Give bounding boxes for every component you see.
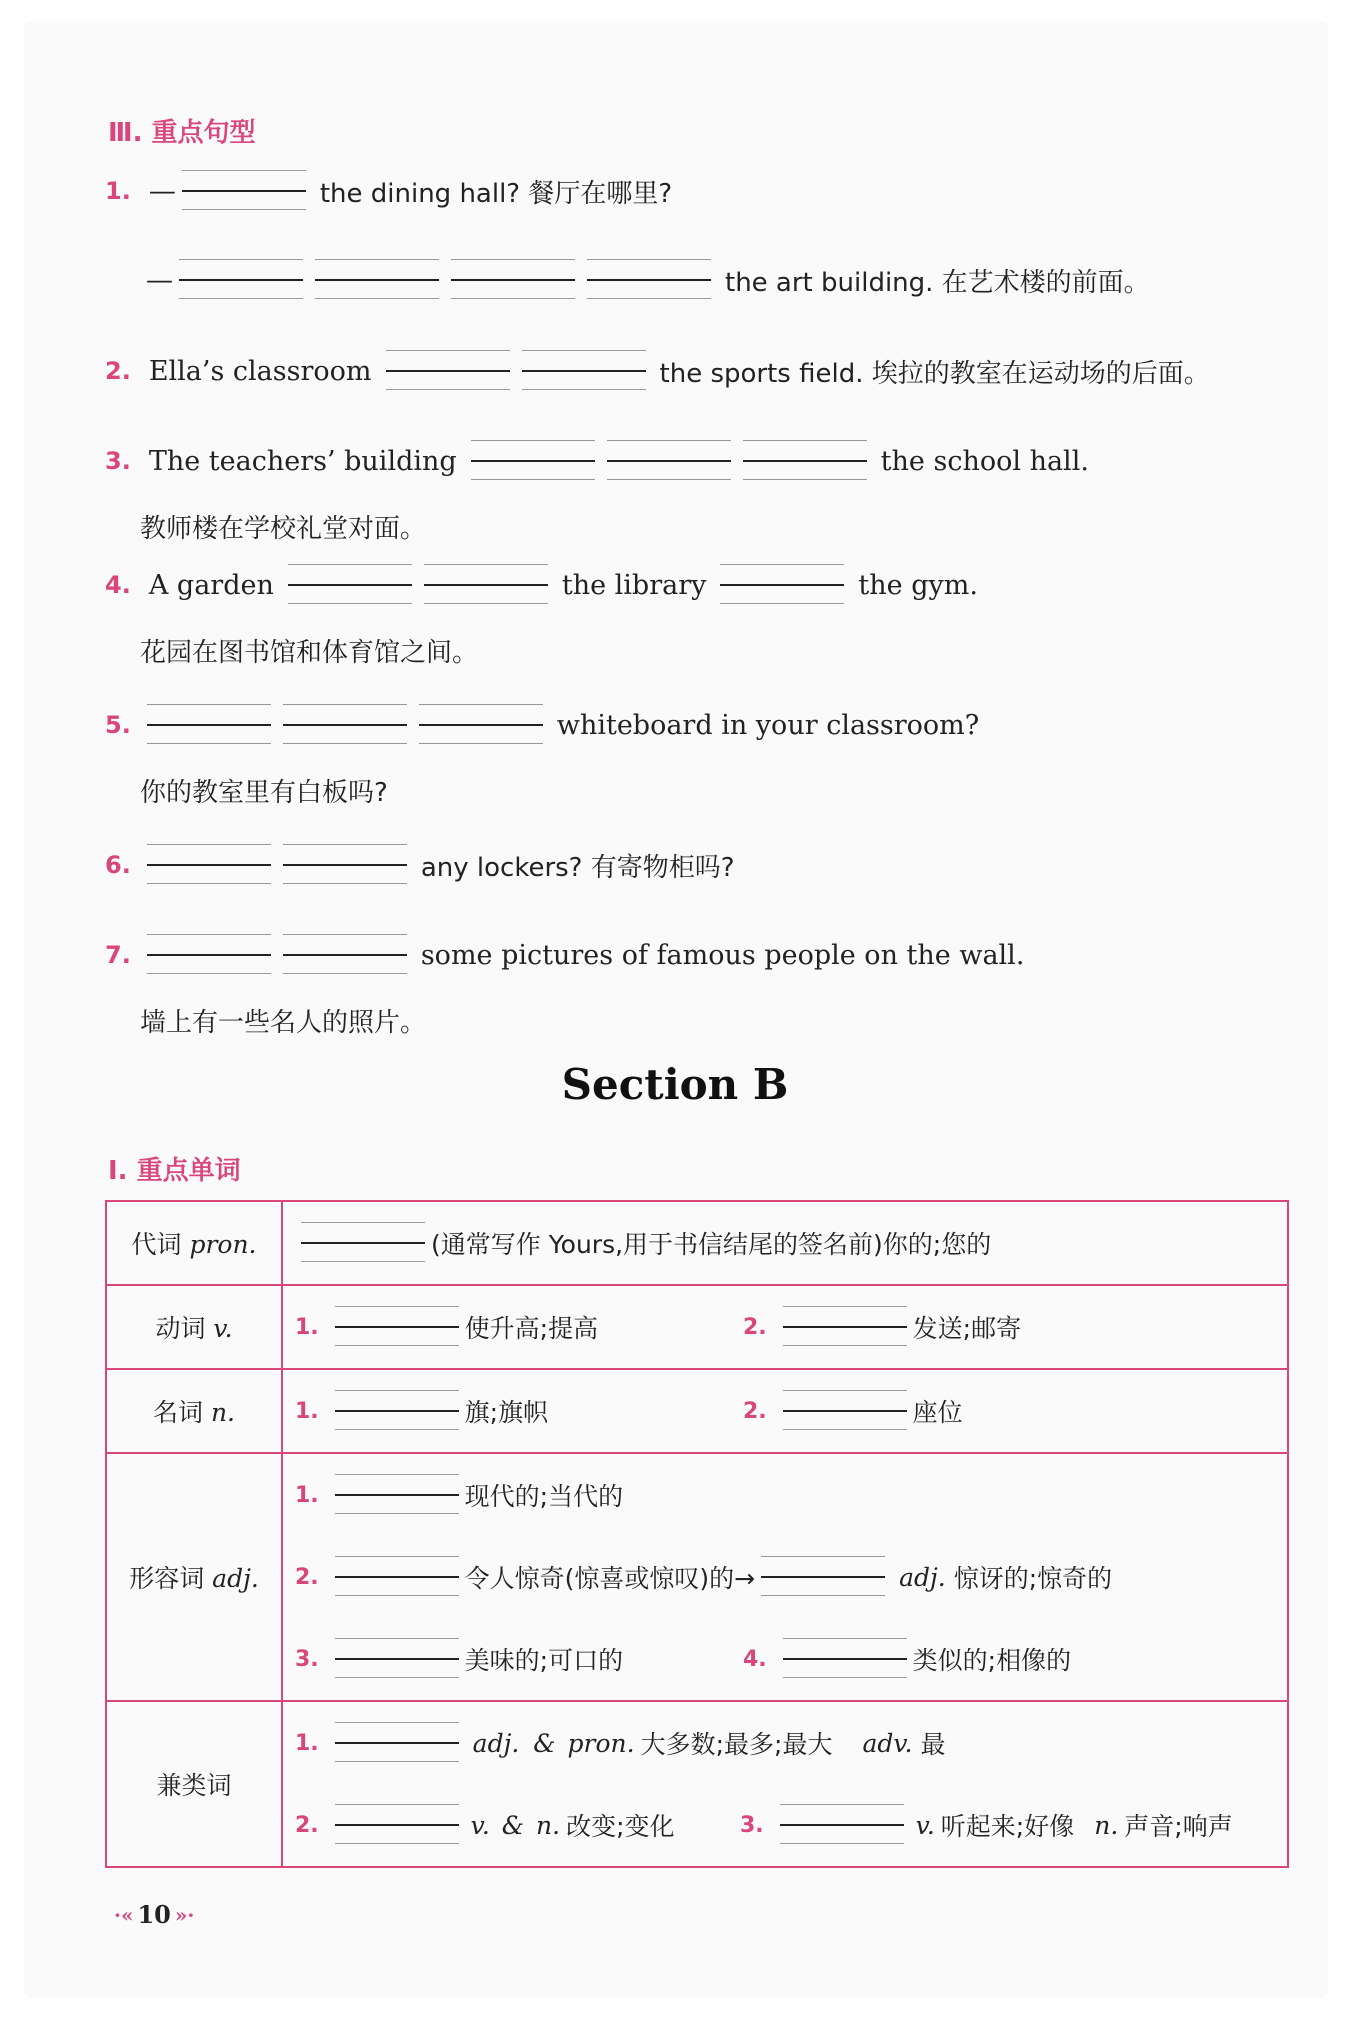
sentence-item-2 — [105, 348, 1218, 394]
word-meaning: 现代的;当代的 — [464, 1482, 624, 1511]
sentence-text: some pictures of famous people on the wall. — [420, 939, 1025, 971]
answer-blank[interactable] — [335, 1554, 459, 1600]
ampersand: & — [533, 1728, 556, 1758]
item-number: 4. — [105, 571, 131, 599]
answer-blank[interactable] — [335, 1388, 459, 1434]
answer-blank[interactable] — [147, 702, 271, 748]
category-label: 兼类词 — [156, 1771, 232, 1800]
dash: — — [148, 175, 176, 207]
word-meaning: 类似的;相像的 — [912, 1646, 1072, 1675]
item-number: 2. — [295, 1812, 319, 1838]
answer-blank[interactable] — [301, 1220, 425, 1266]
answer-blank[interactable] — [419, 702, 543, 748]
table-row — [106, 1453, 1288, 1701]
part-of-speech: pron. — [567, 1728, 635, 1758]
category-cell — [106, 1369, 282, 1453]
answer-blank[interactable] — [424, 562, 548, 608]
part-of-speech: v. — [915, 1810, 935, 1840]
word-meaning: 听起来;好像 — [940, 1812, 1075, 1841]
answer-blank[interactable] — [386, 348, 510, 394]
item-number: 2. — [743, 1314, 767, 1340]
category-cell — [106, 1201, 282, 1285]
answer-blank[interactable] — [783, 1304, 907, 1350]
word-meaning: 改变;变化 — [566, 1812, 675, 1841]
answer-blank[interactable] — [607, 438, 731, 484]
items-cell — [282, 1201, 1288, 1285]
translation-7: 墙上有一些名人的照片。 — [140, 1008, 427, 1038]
page-number-text: 10 — [137, 1900, 171, 1929]
answer-blank[interactable] — [283, 842, 407, 888]
sentence-text: the gym. — [858, 569, 978, 601]
category-pos: n. — [210, 1398, 236, 1427]
part-of-speech: adv. — [862, 1728, 913, 1758]
sentence-text: The teachers’ building — [148, 445, 457, 477]
item-number: 1. — [295, 1730, 319, 1756]
translation-3: 教师楼在学校礼堂对面。 — [140, 514, 427, 544]
sentence-text: the dining hall? 餐厅在哪里? — [319, 178, 673, 209]
page-number — [110, 1900, 198, 1929]
items-cell — [282, 1285, 1288, 1369]
items-cell — [282, 1701, 1288, 1867]
sentence-text: Ella’s classroom — [148, 355, 372, 387]
sentence-item-4 — [105, 562, 986, 608]
answer-blank[interactable] — [335, 1802, 459, 1848]
sentence-text: the art building. 在艺术楼的前面。 — [725, 267, 1150, 298]
answer-blank[interactable] — [783, 1636, 907, 1682]
table-row — [106, 1369, 1288, 1453]
answer-blank[interactable] — [335, 1720, 459, 1766]
left-chevron-icon: ·« — [114, 1902, 134, 1927]
answer-blank[interactable] — [147, 932, 271, 978]
vocabulary-table — [105, 1200, 1289, 1868]
item-number: 3. — [295, 1646, 319, 1672]
answer-blank[interactable] — [288, 562, 412, 608]
sentence-item-6 — [105, 842, 743, 888]
sentence-item-1-answer — [138, 257, 1158, 303]
category-pos: adj. — [212, 1564, 259, 1593]
category-label: 代词 — [131, 1230, 182, 1259]
word-meaning: 旗;旗帜 — [464, 1398, 549, 1427]
sentence-item-1 — [105, 168, 680, 214]
answer-blank[interactable] — [471, 438, 595, 484]
answer-blank[interactable] — [179, 257, 303, 303]
sentence-text: A garden — [148, 569, 274, 601]
answer-blank[interactable] — [335, 1636, 459, 1682]
item-number: 7. — [105, 941, 131, 969]
word-meaning: (通常写作 Yours,用于书信结尾的签名前)你的;您的 — [431, 1230, 992, 1259]
sentence-item-3 — [105, 438, 1097, 484]
answer-blank[interactable] — [335, 1472, 459, 1518]
sentence-text: the sports field. 埃拉的教室在运动场的后面。 — [659, 358, 1210, 389]
table-row — [106, 1285, 1288, 1369]
ampersand: & — [501, 1810, 525, 1840]
word-meaning: 发送;邮寄 — [912, 1314, 1022, 1343]
word-meaning: 大多数;最多;最大 — [640, 1730, 833, 1759]
answer-blank[interactable] — [315, 257, 439, 303]
answer-blank[interactable] — [720, 562, 844, 608]
section-title: Section B — [561, 1060, 789, 1109]
word-meaning: 最 — [920, 1730, 946, 1759]
word-meaning: 声音;响声 — [1124, 1812, 1233, 1841]
item-number: 2. — [295, 1564, 319, 1590]
table-row — [106, 1701, 1288, 1867]
category-label: 动词 — [155, 1314, 206, 1343]
item-number: 2. — [105, 357, 131, 385]
item-number: 5. — [105, 711, 131, 739]
dash: — — [146, 264, 173, 296]
part-of-speech: adj. — [899, 1562, 946, 1592]
sentence-item-7 — [105, 932, 1032, 978]
sentence-text: the library — [561, 569, 707, 601]
word-meaning: 座位 — [912, 1398, 963, 1427]
answer-blank[interactable] — [283, 932, 407, 978]
answer-blank[interactable] — [783, 1388, 907, 1434]
category-cell — [106, 1453, 282, 1701]
word-meaning: 惊讶的;惊奇的 — [953, 1564, 1113, 1593]
section-heading-key-words: Ⅰ. 重点单词 — [108, 1156, 241, 1186]
item-number: 1. — [295, 1482, 319, 1508]
category-pos: v. — [213, 1314, 233, 1343]
answer-blank[interactable] — [335, 1304, 459, 1350]
items-cell — [282, 1369, 1288, 1453]
answer-blank[interactable] — [522, 348, 646, 394]
answer-blank[interactable] — [182, 168, 306, 214]
sentence-text: whiteboard in your classroom? — [556, 709, 980, 741]
word-meaning: 美味的;可口的 — [464, 1646, 624, 1675]
item-number: 6. — [105, 851, 131, 879]
translation-4: 花园在图书馆和体育馆之间。 — [140, 638, 479, 668]
items-cell — [282, 1453, 1288, 1701]
item-number: 1. — [295, 1398, 319, 1424]
word-meaning: 令人惊奇(惊喜或惊叹)的→ — [464, 1564, 756, 1593]
category-cell — [106, 1701, 282, 1867]
answer-blank[interactable] — [587, 257, 711, 303]
word-meaning: 使升高;提高 — [464, 1314, 599, 1343]
item-number: 1. — [105, 177, 131, 205]
answer-blank[interactable] — [147, 842, 271, 888]
part-of-speech: adj. — [472, 1728, 520, 1758]
category-cell — [106, 1285, 282, 1369]
item-number: 4. — [743, 1646, 767, 1672]
table-row — [106, 1201, 1288, 1285]
item-number: 3. — [740, 1812, 764, 1838]
category-label: 形容词 — [129, 1564, 205, 1593]
category-label: 名词 — [152, 1398, 203, 1427]
answer-blank[interactable] — [451, 257, 575, 303]
section-heading-key-sentences: Ⅲ. 重点句型 — [108, 118, 256, 148]
answer-blank[interactable] — [761, 1554, 885, 1600]
part-of-speech: n. — [1094, 1810, 1119, 1840]
category-pos: pron. — [189, 1230, 257, 1259]
item-number: 1. — [295, 1314, 319, 1340]
sentence-item-5 — [105, 702, 987, 748]
sentence-text: the school hall. — [880, 445, 1089, 477]
answer-blank[interactable] — [283, 702, 407, 748]
sentence-text: any lockers? 有寄物柜吗? — [420, 852, 735, 883]
answer-blank[interactable] — [780, 1802, 904, 1848]
item-number: 3. — [105, 447, 131, 475]
part-of-speech: v. — [470, 1810, 490, 1840]
item-number: 2. — [743, 1398, 767, 1424]
part-of-speech: n. — [536, 1810, 561, 1840]
right-chevron-icon: »· — [174, 1902, 195, 1927]
answer-blank[interactable] — [743, 438, 867, 484]
translation-5: 你的教室里有白板吗? — [140, 778, 388, 808]
